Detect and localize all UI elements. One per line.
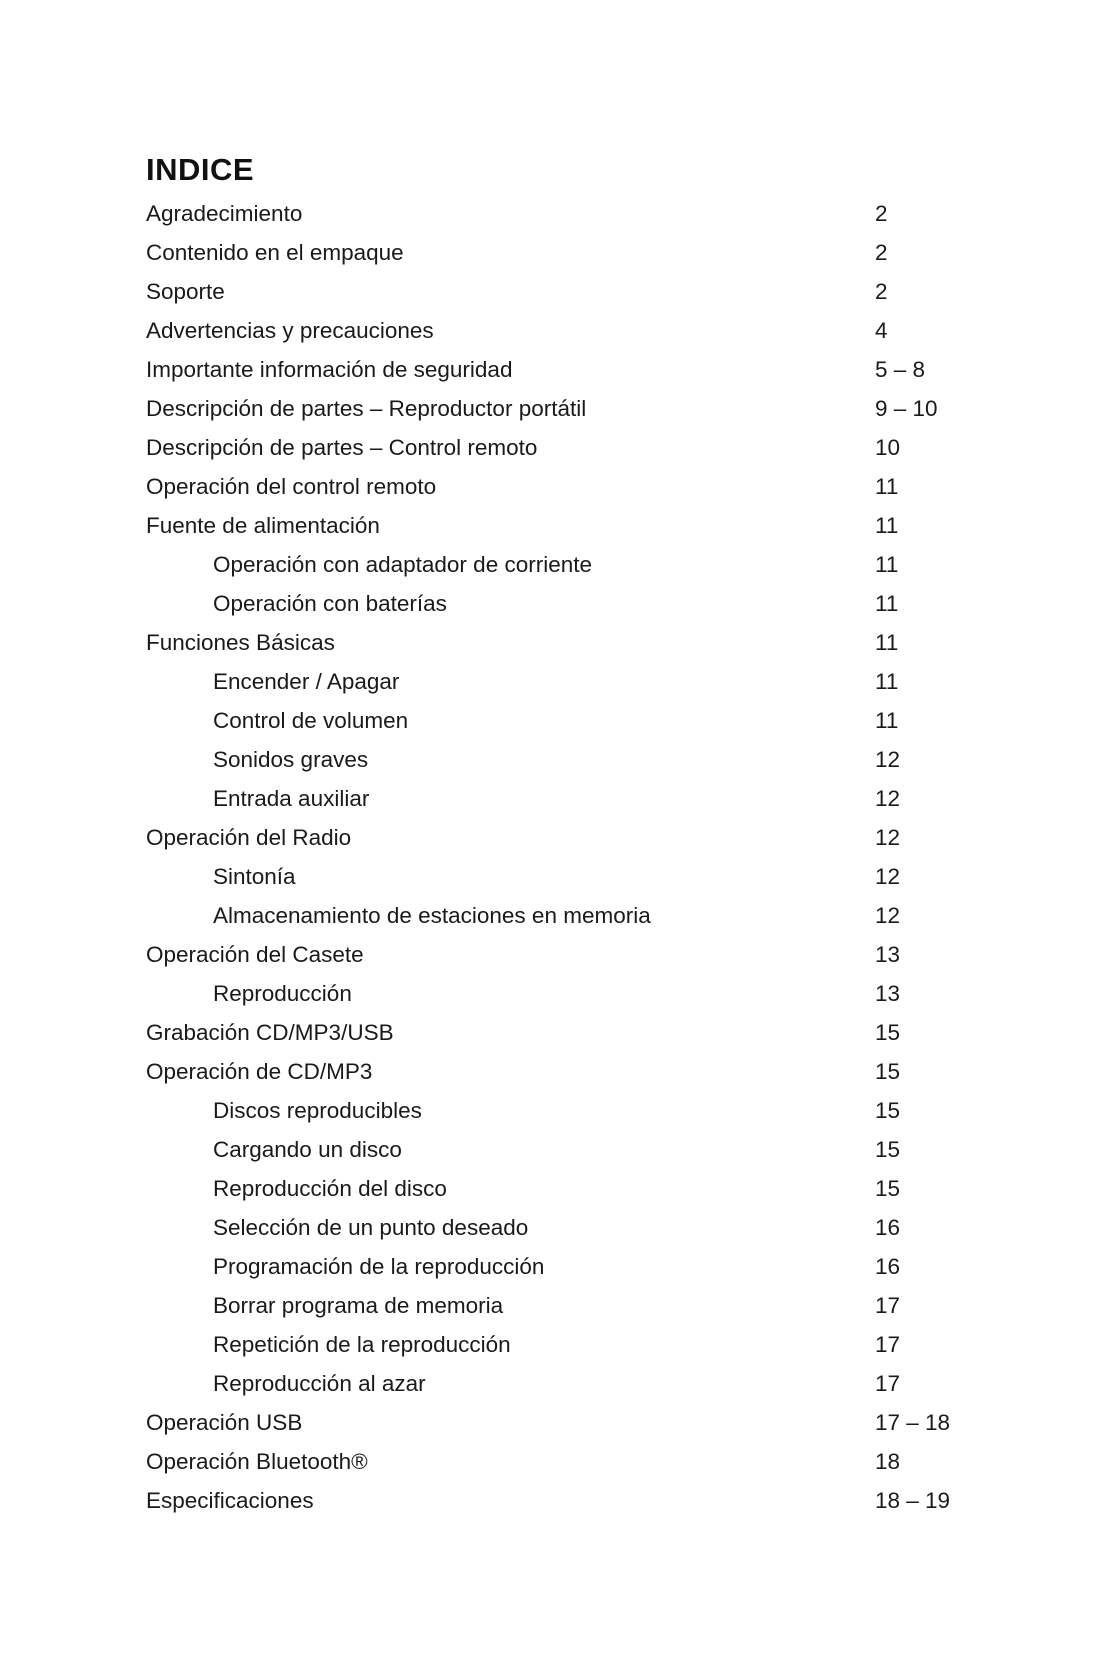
- toc-subentry: [146, 974, 1046, 1013]
- toc-entry: [146, 233, 1046, 272]
- toc-entry: [146, 194, 1046, 233]
- toc-entry-label: Contenido en el empaque: [146, 240, 404, 265]
- toc-page-number: 16: [875, 1215, 901, 1240]
- toc-page-number: 18 – 19: [875, 1488, 951, 1513]
- toc-subentry: [146, 740, 1046, 779]
- toc-entry-label: Descripción de partes – Control remoto: [146, 435, 538, 460]
- toc-page-number: 15: [875, 1098, 901, 1123]
- toc-entry: [146, 272, 1046, 311]
- toc-entry: [146, 467, 1046, 506]
- toc-page-number: 10: [875, 435, 901, 460]
- toc-page-number: 11: [875, 630, 899, 655]
- toc-entry-label: Borrar programa de memoria: [213, 1293, 504, 1318]
- toc-page-number: 11: [875, 513, 899, 538]
- toc-subentry: [146, 584, 1046, 623]
- toc-entry: [146, 1052, 1046, 1091]
- toc-entry: [146, 623, 1046, 662]
- toc-entry-label: Reproducción del disco: [213, 1176, 447, 1201]
- toc-entry-label: Importante información de seguridad: [146, 357, 513, 382]
- toc-entry-label: Descripción de partes – Reproductor portátil: [146, 396, 587, 421]
- toc-entry-label: Agradecimiento: [146, 201, 303, 226]
- toc-subentry: [146, 896, 1046, 935]
- toc-entry: [146, 1442, 1046, 1481]
- toc-entry-label: Operación Bluetooth®: [146, 1449, 368, 1474]
- toc-subentry: [146, 1286, 1046, 1325]
- toc-entry-label: Fuente de alimentación: [146, 513, 380, 538]
- toc-page-number: 11: [875, 552, 899, 577]
- toc-subentry: [146, 1364, 1046, 1403]
- toc-entry-label: Funciones Básicas: [146, 630, 335, 655]
- toc-subentry: [146, 1208, 1046, 1247]
- toc-page-number: 5 – 8: [875, 357, 926, 382]
- toc-entry-label: Advertencias y precauciones: [146, 318, 434, 343]
- toc-page-number: 17: [875, 1293, 901, 1318]
- toc-subentry: [146, 857, 1046, 896]
- toc-entry-label: Cargando un disco: [213, 1137, 402, 1162]
- toc-page-number: 17 – 18: [875, 1410, 951, 1435]
- toc-page-number: 2: [875, 240, 888, 265]
- toc-entry-label: Entrada auxiliar: [213, 786, 370, 811]
- toc-page-number: 17: [875, 1371, 901, 1396]
- toc-entry: [146, 1481, 1046, 1520]
- toc-entry-label: Almacenamiento de estaciones en memoria: [213, 903, 651, 928]
- toc-page-number: 13: [875, 981, 901, 1006]
- toc-entry: [146, 350, 1046, 389]
- toc-page-number: 2: [875, 279, 888, 304]
- toc-page-number: 16: [875, 1254, 901, 1279]
- toc-page-number: 9 – 10: [875, 396, 938, 421]
- toc-entry-label: Operación del Casete: [146, 942, 364, 967]
- toc-entry: [146, 1403, 1046, 1442]
- toc-subentry: [146, 701, 1046, 740]
- toc-entry-label: Operación con baterías: [213, 591, 447, 616]
- toc-entry-label: Encender / Apagar: [213, 669, 400, 694]
- toc-page-number: 12: [875, 903, 901, 928]
- toc-page-number: 12: [875, 864, 901, 889]
- toc-entry-label: Operación con adaptador de corriente: [213, 552, 592, 577]
- toc-entry-label: Operación del Radio: [146, 825, 352, 850]
- page-title: INDICE: [146, 152, 255, 187]
- toc-entry: [146, 818, 1046, 857]
- toc-entry: [146, 389, 1046, 428]
- toc-page-number: 11: [875, 669, 899, 694]
- toc-subentry: [146, 1169, 1046, 1208]
- toc-subentry: [146, 779, 1046, 818]
- toc-entry-label: Selección de un punto deseado: [213, 1215, 529, 1240]
- toc-entry-label: Grabación CD/MP3/USB: [146, 1020, 394, 1045]
- toc-entry-label: Discos reproducibles: [213, 1098, 422, 1123]
- toc-page-number: 18: [875, 1449, 901, 1474]
- toc-entry-label: Repetición de la reproducción: [213, 1332, 511, 1357]
- toc-page-number: 15: [875, 1137, 901, 1162]
- toc-entry-label: Operación de CD/MP3: [146, 1059, 373, 1084]
- toc-entry-label: Sonidos graves: [213, 747, 369, 772]
- table-of-contents: [146, 194, 1046, 1520]
- toc-page-number: 15: [875, 1059, 901, 1084]
- toc-subentry: [146, 1091, 1046, 1130]
- toc-page-number: 12: [875, 786, 901, 811]
- toc-entry-label: Reproducción al azar: [213, 1371, 426, 1396]
- toc-page-number: 15: [875, 1176, 901, 1201]
- toc-subentry: [146, 545, 1046, 584]
- toc-entry-label: Soporte: [146, 279, 225, 304]
- toc-page-number: 11: [875, 708, 899, 733]
- toc-page-number: 13: [875, 942, 901, 967]
- toc-entry-label: Control de volumen: [213, 708, 409, 733]
- toc-subentry: [146, 662, 1046, 701]
- toc-page-number: 12: [875, 747, 901, 772]
- toc-entry: [146, 935, 1046, 974]
- toc-entry-label: Reproducción: [213, 981, 352, 1006]
- toc-entry: [146, 428, 1046, 467]
- toc-entry-label: Especificaciones: [146, 1488, 314, 1513]
- toc-subentry: [146, 1130, 1046, 1169]
- toc-entry: [146, 311, 1046, 350]
- toc-entry: [146, 1013, 1046, 1052]
- toc-page-number: 11: [875, 591, 899, 616]
- toc-entry-label: Operación USB: [146, 1410, 303, 1435]
- toc-page-number: 2: [875, 201, 888, 226]
- toc-page-number: 12: [875, 825, 901, 850]
- toc-entry: [146, 506, 1046, 545]
- toc-subentry: [146, 1325, 1046, 1364]
- toc-page-number: 4: [875, 318, 888, 343]
- toc-page-number: 15: [875, 1020, 901, 1045]
- toc-entry-label: Programación de la reproducción: [213, 1254, 545, 1279]
- toc-entry-label: Sintonía: [213, 864, 296, 889]
- toc-entry-label: Operación del control remoto: [146, 474, 437, 499]
- toc-page-number: 17: [875, 1332, 901, 1357]
- toc-page-number: 11: [875, 474, 899, 499]
- toc-subentry: [146, 1247, 1046, 1286]
